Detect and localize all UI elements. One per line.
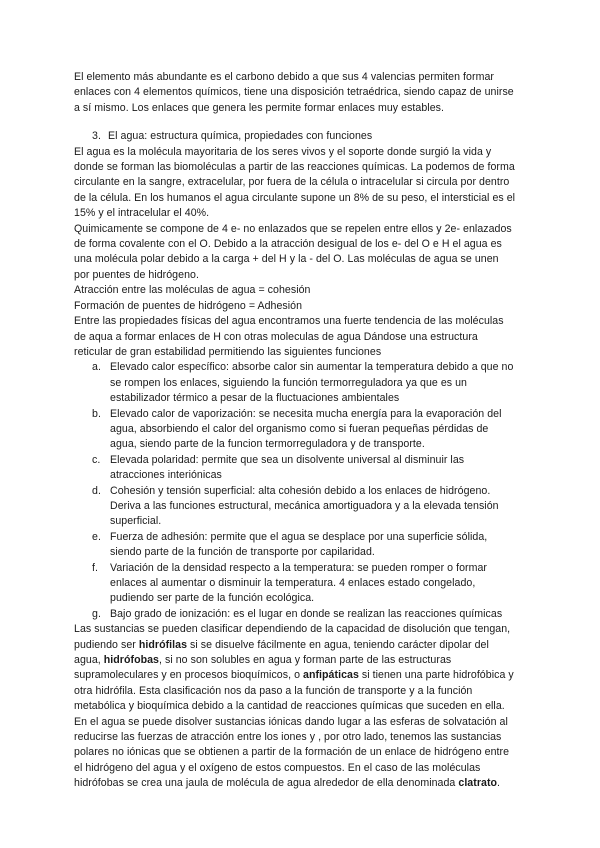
term-anfipaticas: anfipáticas xyxy=(303,669,359,682)
list-marker: e. xyxy=(92,530,101,543)
list-item-text: Fuerza de adhesión: permite que el agua se desplace por una superficie sólida, siendo parte de la función de transporte por capilaridad. xyxy=(110,530,488,559)
text-run: Las sustancias se pueden clasificar dependiendo de la capacidad de disolución que tengan, pudiendo ser xyxy=(74,623,511,651)
section-title: El agua: estructura química, propiedades con funciones xyxy=(108,130,373,143)
cohesion-line: Atracción entre las moléculas de agua = cohesión xyxy=(74,284,311,297)
list-item xyxy=(92,607,516,622)
text-run: si tienen una parte hidrofóbica y otra hidrófila. Esta clasificación nos da paso a la función de transporte y a la función metabólica y bioquímica debido a la cantidad de reacciones químicas que suceden en ella. En el agua se puede disolver sustancias iónicas dando lugar a las esferas de solvatación al reducirse las fuerzas de atracción entre los iones y , por otro lado, tenemos las sustancias polares no iónicas que se obtienen a partir de la formación de un enlace de hidrógeno entre el hidrógeno del agua y el oxígeno de estos compuestos. En el caso de las moléculas hidrófobas se crea una jaula de molécula de agua alrededor de ella denominada xyxy=(74,669,514,790)
intro-paragraph: El elemento más abundante es el carbono debido a que sus 4 valencias permiten formar enlaces con 4 elementos químicos, tiene una disposición tetraédrica, siendo capaz de unirse a sí mismo. Los enlaces que genera les permite formar enlaces muy estables. xyxy=(74,71,514,114)
list-marker: a. xyxy=(92,361,101,374)
term-hidrofilas: hidrófilas xyxy=(138,638,188,651)
list-item xyxy=(92,453,516,484)
properties-list xyxy=(74,360,516,622)
text-run: , si no son solubles en agua y forman parte de las estructuras supramoleculares y en procesos bioquímicos, o xyxy=(74,654,452,682)
term-clatrato: clatrato xyxy=(458,777,498,790)
section-number: 3. xyxy=(92,130,101,143)
properties-intro-paragraph: Entre las propiedades físicas del agua encontramos una fuerte tendencia de las moléculas de aqua a formar enlaces de H con otras moleculas de agua Dándose una estructura reticular de gran estabilidad permitiendo las siguientes funciones xyxy=(74,315,504,358)
list-item xyxy=(92,360,516,406)
list-item-text: Elevado calor específico: absorbe calor sin aumentar la temperatura debido a que no se rompen los enlaces, siguiendo la función termorreguladora ya que es un estabilizador térmico a pesar de la fluctuaciones ambientales xyxy=(110,361,514,405)
water-intro-paragraph: El agua es la molécula mayoritaria de los seres vivos y el soporte donde surgió la vida y donde se forman las biomoléculas a partir de las reacciones químicas. La podemos de forma circulante en la sangre, extracelular, por fuera de la célula o intracelular si circula por dentro de la célula. En los humanos el agua circulante supone un 8% de su peso, el intersticial es el 15% y el intracelular el 40%. xyxy=(74,145,516,220)
list-item xyxy=(92,530,516,561)
list-marker: d. xyxy=(92,484,101,497)
list-item xyxy=(92,484,516,530)
list-marker: g. xyxy=(92,607,101,620)
section-heading xyxy=(74,129,516,144)
list-item-text: Bajo grado de ionización: es el lugar en donde se realizan las reacciones químicas xyxy=(110,607,503,620)
text-run: si se disuelve fácilmente en agua, teniendo carácter dipolar del agua, xyxy=(74,638,489,667)
list-item-text: Elevada polaridad: permite que sea un disolvente universal al disminuir las atracciones interiónicas xyxy=(110,453,465,482)
term-hidrofobas: hidrófobas xyxy=(103,654,159,667)
list-marker: c. xyxy=(92,453,101,466)
list-item xyxy=(92,407,516,453)
water-chemistry-paragraph: Quimicamente se compone de 4 e- no enlazados que se repelen entre ellos y 2e- enlazados de forma covalente con el O. Debido a la atracción desigual de los e- del O e H el agua es una molécula polar debido a la carga + del H y la - del O. Las moléculas de agua se unen por puentes de hidrógeno. xyxy=(74,222,512,281)
adhesion-line: Formación de puentes de hidrógeno = Adhesión xyxy=(74,299,303,312)
list-item xyxy=(92,561,516,607)
list-item-text: Variación de la densidad respecto a la temperatura: se pueden romper o formar enlaces al aumentar o disminuir la temperatura. 4 enlaces estado congelado, pudiendo ser parte de la función ecológica. xyxy=(110,561,487,605)
list-item-text: Cohesión y tensión superficial: alta cohesión debido a los enlaces de hidrógeno. Deriva a las funciones estructural, mecánica amortiguadora y a la elevada tensión superficial. xyxy=(110,484,499,528)
list-marker: b. xyxy=(92,407,101,420)
list-marker: f. xyxy=(92,561,98,574)
list-item-text: Elevado calor de vaporización: se necesita mucha energía para la evaporación del agua, absorbiendo el calor del organismo como si fueran pequeñas pérdidas de agua, siendo parte de la funcion termorreguladora y de transporte. xyxy=(110,407,502,451)
solubility-paragraph xyxy=(74,622,516,791)
text-run: . xyxy=(497,777,501,790)
